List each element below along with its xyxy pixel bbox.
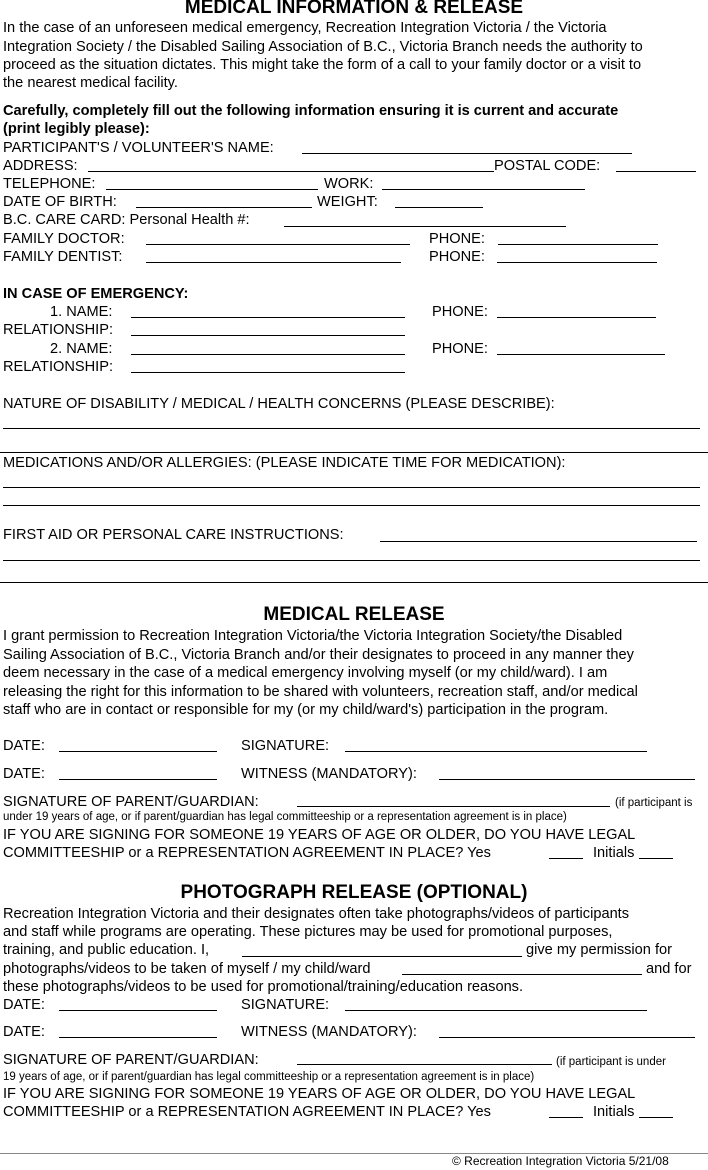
disability-line[interactable]: [3, 428, 700, 429]
relationship-2-label: RELATIONSHIP:: [3, 359, 114, 375]
dob-field[interactable]: [136, 207, 312, 208]
mr-date-2-field[interactable]: [59, 779, 217, 780]
personal-health-field[interactable]: [284, 226, 566, 227]
emergency-phone-2-label: PHONE:: [432, 341, 488, 357]
pr-signature-label: SIGNATURE:: [241, 997, 330, 1013]
dentist-phone-label: PHONE:: [429, 249, 485, 265]
mr-parent-note: under 19 years of age, or if parent/guardian has legal committeeship or a representation agreement is in place): [3, 811, 567, 823]
medications-label: MEDICATIONS AND/OR ALLERGIES: (PLEASE INDICATE TIME FOR MEDICATION):: [3, 455, 566, 471]
instructions-line: Carefully, completely fill out the following information ensuring it is current and accurate: [3, 103, 619, 119]
mr-witness-label: WITNESS (MANDATORY):: [241, 766, 417, 782]
telephone-field[interactable]: [106, 189, 318, 190]
mr-initials-field[interactable]: [639, 858, 673, 859]
first-aid-line[interactable]: [0, 582, 708, 583]
pr-initials-field[interactable]: [639, 1117, 673, 1118]
photo-release-body: and staff while programs are operating. These pictures may be used for promotional purposes,: [3, 924, 613, 940]
photo-release-body: training, and public education. I,: [3, 942, 210, 958]
dob-label: DATE OF BIRTH:: [3, 194, 117, 210]
medical-release-heading: MEDICAL RELEASE: [263, 604, 445, 625]
relationship-1-field[interactable]: [131, 335, 405, 336]
pr-date-2-label: DATE:: [3, 1024, 45, 1040]
medical-release-body: Sailing Association of B.C., Victoria Branch and/or their designates to proceed in any manner they: [3, 647, 634, 663]
address-field[interactable]: [88, 171, 494, 172]
pr-question: IF YOU ARE SIGNING FOR SOMEONE 19 YEARS OF AGE OR OLDER, DO YOU HAVE LEGAL: [3, 1086, 636, 1102]
emergency-phone-1-field[interactable]: [497, 317, 656, 318]
mr-question: COMMITTEESHIP or a REPRESENTATION AGREEMENT IN PLACE? Yes: [3, 845, 491, 861]
work-label: WORK:: [324, 176, 374, 192]
page-title: MEDICAL INFORMATION & RELEASE: [184, 0, 524, 18]
relationship-1-label: RELATIONSHIP:: [3, 322, 114, 338]
medical-release-body: releasing the right for this information to be shared with volunteers, recreation staff, and/or medical: [3, 684, 638, 700]
photo-child-field[interactable]: [402, 974, 642, 975]
pr-parent-signature-label: SIGNATURE OF PARENT/GUARDIAN:: [3, 1052, 259, 1068]
photo-release-body: these photographs/videos to be used for promotional/training/education reasons.: [3, 979, 524, 995]
postal-code-label: POSTAL CODE:: [494, 158, 601, 174]
mr-witness-field[interactable]: [439, 779, 695, 780]
mr-initials-label: Initials: [593, 845, 635, 861]
photo-release-heading: PHOTOGRAPH RELEASE (OPTIONAL): [180, 882, 528, 903]
first-aid-field[interactable]: [380, 541, 697, 542]
mr-parent-note: (if participant is: [615, 797, 693, 809]
emergency-phone-1-label: PHONE:: [432, 304, 488, 320]
mr-date-label: DATE:: [3, 738, 45, 754]
pr-signature-field[interactable]: [345, 1010, 647, 1011]
pr-date-2-field[interactable]: [59, 1037, 217, 1038]
relationship-2-field[interactable]: [131, 372, 405, 373]
photo-release-body: photographs/videos to be taken of myself / my child/ward: [3, 961, 371, 977]
pr-initials-label: Initials: [593, 1104, 635, 1120]
pr-question: COMMITTEESHIP or a REPRESENTATION AGREEMENT IN PLACE? Yes: [3, 1104, 491, 1120]
medical-release-body: staff who are in contact or responsible for my (or my child/ward's) participation in the program.: [3, 702, 609, 718]
doctor-phone-label: PHONE:: [429, 231, 485, 247]
pr-yes-field[interactable]: [549, 1117, 583, 1118]
mr-question: IF YOU ARE SIGNING FOR SOMEONE 19 YEARS OF AGE OR OLDER, DO YOU HAVE LEGAL: [3, 827, 636, 843]
doctor-phone-field[interactable]: [498, 244, 658, 245]
participant-name-field[interactable]: [302, 153, 632, 154]
family-dentist-label: FAMILY DENTIST:: [3, 249, 123, 265]
medications-line[interactable]: [3, 487, 700, 488]
mr-signature-label: SIGNATURE:: [241, 738, 330, 754]
first-aid-label: FIRST AID OR PERSONAL CARE INSTRUCTIONS:: [3, 527, 344, 543]
medications-line[interactable]: [3, 505, 700, 506]
address-label: ADDRESS:: [3, 158, 78, 174]
telephone-label: TELEPHONE:: [3, 176, 96, 192]
emergency-name-2-field[interactable]: [131, 354, 405, 355]
intro-line: In the case of an unforeseen medical emergency, Recreation Integration Victoria / the Victoria: [3, 20, 607, 36]
emergency-name-1-field[interactable]: [131, 317, 405, 318]
family-doctor-label: FAMILY DOCTOR:: [3, 231, 125, 247]
mr-parent-signature-field[interactable]: [297, 806, 610, 807]
photo-release-body: and for: [646, 961, 692, 977]
mr-date-field[interactable]: [59, 751, 217, 752]
emergency-phone-2-field[interactable]: [497, 354, 665, 355]
pr-parent-note: 19 years of age, or if parent/guardian has legal committeeship or a representation agreement is in place): [3, 1071, 535, 1083]
weight-label: WEIGHT:: [317, 194, 378, 210]
weight-field[interactable]: [395, 207, 483, 208]
photo-name-field[interactable]: [242, 956, 522, 957]
intro-line: proceed as the situation dictates. This might take the form of a call to your family doctor or a visit to: [3, 57, 642, 73]
postal-code-field[interactable]: [616, 171, 696, 172]
first-aid-line[interactable]: [3, 560, 700, 561]
mr-date-2-label: DATE:: [3, 766, 45, 782]
footer-copyright: © Recreation Integration Victoria 5/21/08: [452, 1154, 669, 1168]
intro-line: the nearest medical facility.: [3, 75, 178, 91]
mr-parent-signature-label: SIGNATURE OF PARENT/GUARDIAN:: [3, 794, 259, 810]
dentist-phone-field[interactable]: [497, 262, 657, 263]
mr-signature-field[interactable]: [345, 751, 647, 752]
family-doctor-field[interactable]: [146, 244, 410, 245]
bc-care-card-label: B.C. CARE CARD: Personal Health #:: [3, 212, 250, 228]
emergency-name-1-label: 1. NAME:: [50, 304, 113, 320]
instructions-line: (print legibly please):: [3, 121, 150, 137]
intro-line: Integration Society / the Disabled Sailing Association of B.C., Victoria Branch needs the authority to: [3, 39, 643, 55]
participant-name-label: PARTICIPANT'S / VOLUNTEER'S NAME:: [3, 140, 274, 156]
pr-witness-label: WITNESS (MANDATORY):: [241, 1024, 417, 1040]
medical-release-body: I grant permission to Recreation Integration Victoria/the Victoria Integration Society/the Disabled: [3, 628, 623, 644]
work-phone-field[interactable]: [382, 189, 585, 190]
medical-release-body: deem necessary in the case of a medical emergency involving myself (or my child/ward). I am: [3, 665, 608, 681]
emergency-name-2-label: 2. NAME:: [50, 341, 113, 357]
pr-date-field[interactable]: [59, 1010, 217, 1011]
pr-parent-signature-field[interactable]: [297, 1064, 552, 1065]
disability-label: NATURE OF DISABILITY / MEDICAL / HEALTH CONCERNS (PLEASE DESCRIBE):: [3, 396, 555, 412]
emergency-heading: IN CASE OF EMERGENCY:: [3, 286, 189, 302]
photo-release-body: give my permission for: [526, 942, 672, 958]
disability-line[interactable]: [0, 452, 708, 453]
photo-release-body: Recreation Integration Victoria and their designates often take photographs/videos of participants: [3, 906, 630, 922]
pr-parent-note: (if participant is under: [556, 1056, 666, 1068]
pr-witness-field[interactable]: [439, 1037, 695, 1038]
family-dentist-field[interactable]: [146, 262, 401, 263]
pr-date-label: DATE:: [3, 997, 45, 1013]
mr-yes-field[interactable]: [549, 858, 583, 859]
